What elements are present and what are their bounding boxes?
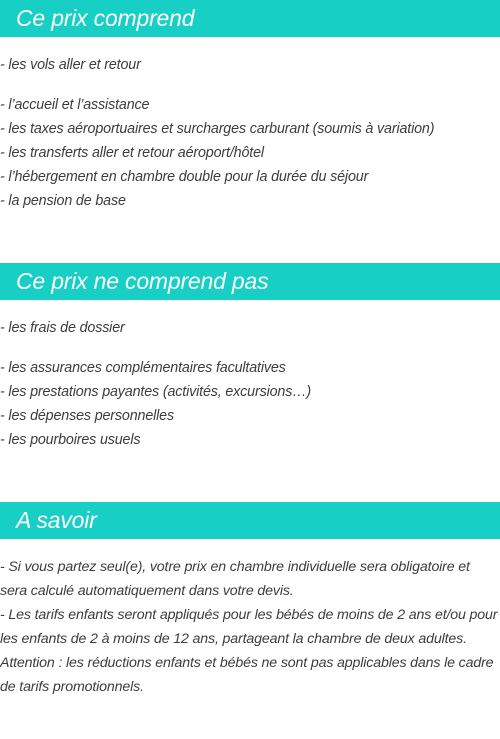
list-item: - l’hébergement en chambre double pour la durée du séjour (0, 169, 369, 185)
info-text (0, 555, 500, 699)
included-list (0, 53, 500, 213)
section-title: Ce prix ne comprend pas (16, 268, 269, 294)
section-header (0, 0, 500, 37)
section-ce-prix-ne-comprend-pas (0, 263, 500, 452)
list-item: - les pourboires usuels (0, 432, 141, 448)
list-item: - les vols aller et retour (0, 57, 141, 73)
list-item: - les prestations payantes (activités, excursions…) (0, 384, 311, 400)
section-a-savoir (0, 502, 500, 699)
section-header (0, 502, 500, 539)
info-paragraph: - Les tarifs enfants seront appliqués pour les bébés de moins de 2 ans et/ou pour les enfants de 2 à moins de 12 ans, partageant la chambre de deux adultes. (0, 607, 498, 647)
section-title: A savoir (16, 507, 97, 533)
section-ce-prix-comprend (0, 0, 500, 213)
list-item: - les dépenses personnelles (0, 408, 174, 424)
list-item: - l’accueil et l’assistance (0, 97, 150, 113)
section-title: Ce prix comprend (16, 5, 195, 31)
list-item: - les assurances complémentaires facultatives (0, 360, 286, 376)
section-header (0, 263, 500, 300)
info-paragraph: Attention : les réductions enfants et bébés ne sont pas applicables dans le cadre de tarifs promotionnels. (0, 655, 494, 695)
info-paragraph: - Si vous partez seul(e), votre prix en chambre individuelle sera obligatoire et sera calculé automatiquement dans votre devis. (0, 559, 470, 599)
list-item: - les frais de dossier (0, 320, 125, 336)
list-item: - les transferts aller et retour aéroport/hôtel (0, 145, 264, 161)
list-item: - les taxes aéroportuaires et surcharges carburant (soumis à variation) (0, 121, 435, 137)
list-item: - la pension de base (0, 193, 126, 209)
excluded-list (0, 316, 500, 452)
